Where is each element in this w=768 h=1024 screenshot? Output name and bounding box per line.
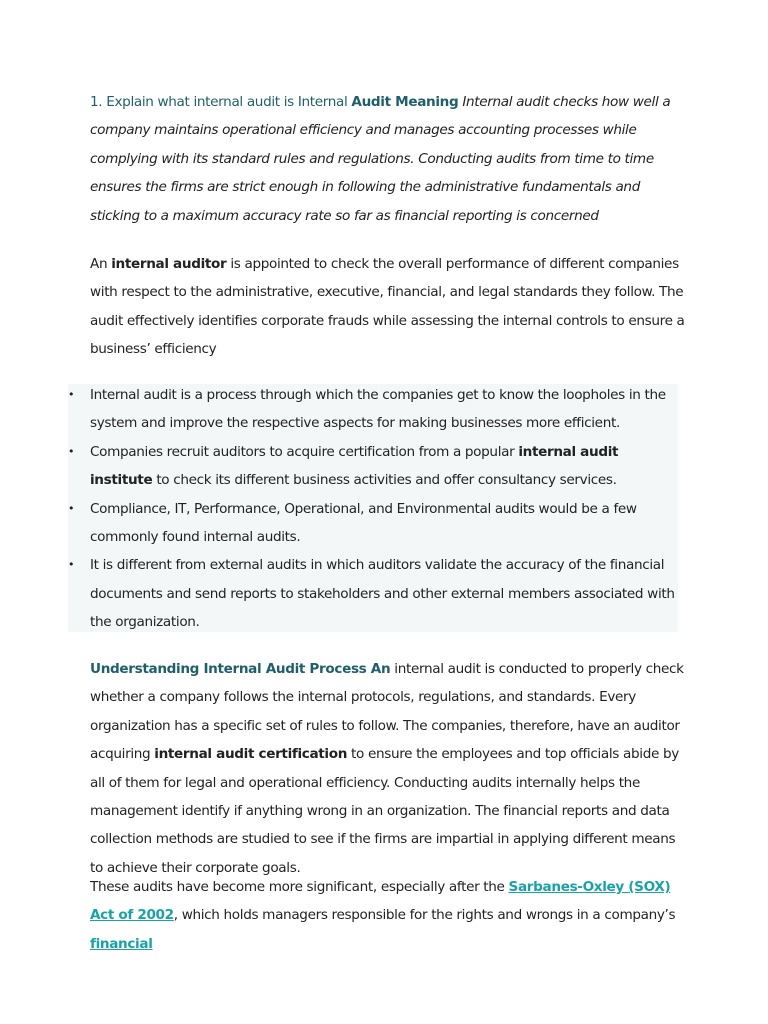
- list-item: [68, 495, 682, 552]
- bullet-list: [68, 381, 682, 637]
- bullet-icon: •: [68, 444, 75, 458]
- process-text: to ensure the employees and top officials abide by all of them for legal and operational efficiency. Conducting audits internally helps the management identify if anything wrong in an organization. The financial reports and data collection methods are studied to see if the firms are impartial in applying different means to achieve their corporate goals.: [90, 746, 679, 876]
- financial-link[interactable]: financial: [90, 935, 153, 952]
- bullet-icon: •: [68, 388, 75, 401]
- auditor-prefix: An: [90, 256, 112, 272]
- sox-text: These audits have become more significant, especially after the: [90, 879, 509, 895]
- auditor-bold: internal auditor: [111, 256, 227, 272]
- question-heading: 1. Explain what internal audit is Internal: [90, 94, 352, 110]
- list-item: [68, 381, 682, 438]
- section-internal-auditor: [90, 250, 690, 364]
- bullet-icon: •: [68, 558, 75, 572]
- section-explain-internal-audit: [90, 88, 690, 230]
- bullet-text: Companies recruit auditors to acquire certification from a popular: [90, 443, 519, 460]
- list-item: [68, 551, 682, 636]
- bullet-icon: •: [68, 501, 75, 515]
- list-item: [68, 438, 682, 495]
- bullet-bold: internal audit institute: [90, 443, 619, 489]
- bullet-text: Compliance, IT, Performance, Operational, and Environmental audits would be a few commonly found internal audits.: [90, 500, 637, 546]
- bullet-text: to check its different business activities and offer consultancy services.: [152, 472, 617, 489]
- section-sox: [90, 873, 690, 958]
- section-understanding-process: [90, 655, 690, 882]
- bullet-text: Internal audit is a process through which the companies get to know the loopholes in the system and improve the respective aspects for making businesses more efficient.: [90, 387, 666, 432]
- auditor-text: is appointed to check the overall performance of different companies with respect to the administrative, executive, financial, and legal standards they follow. The audit effectively identifies corporate frauds while assessing the internal controls to ensure a business’ efficiency: [90, 256, 685, 358]
- audit-meaning-heading: Audit Meaning: [351, 94, 459, 110]
- intro-italic-text: Internal audit checks how well a company maintains operational efficiency and manages accounting processes while complying with its standard rules and regulations. Conducting audits from time to time ensures the firms are strict enough in following the administrative fundamentals and sticking to a maximum accuracy rate so far as financial reporting is concerned: [90, 94, 671, 224]
- process-bold: internal audit certification: [154, 746, 348, 763]
- sox-text: , which holds managers responsible for the rights and wrongs in a company’s: [173, 907, 676, 924]
- bullet-text: It is different from external audits in which auditors validate the accuracy of the financial documents and send reports to stakeholders and other external members associated with the organization.: [90, 557, 675, 631]
- sox-act-link[interactable]: Sarbanes-Oxley (SOX) Act of 2002: [90, 879, 671, 924]
- process-text: internal audit is conducted to properly check whether a company follows the internal protocols, regulations, and standards. Every organization has a specific set of rules to follow. The companies, therefore, have an auditor acquiring: [90, 661, 684, 763]
- process-heading: Understanding Internal Audit Process An: [90, 661, 391, 677]
